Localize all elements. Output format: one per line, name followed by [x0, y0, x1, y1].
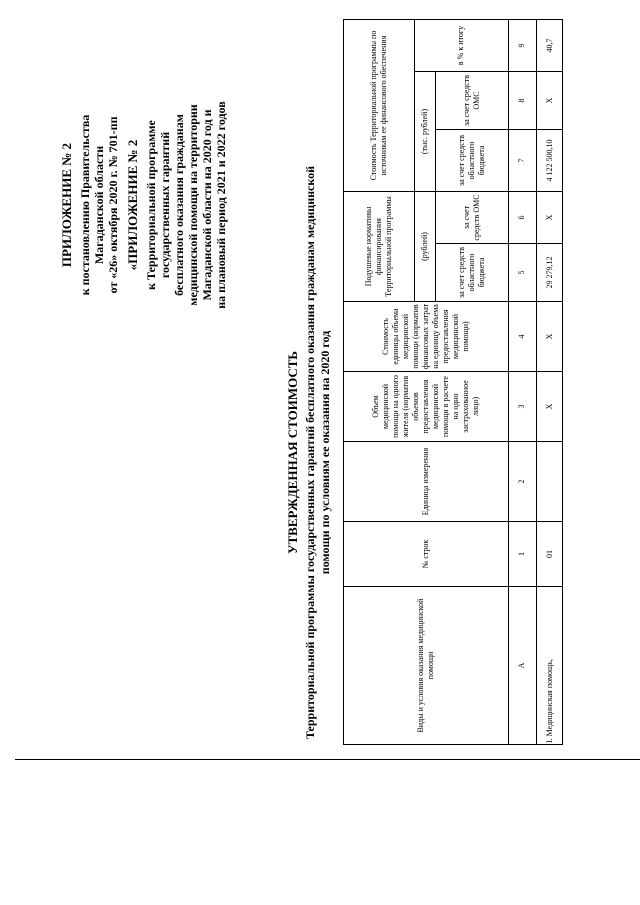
- header-line: Магаданской области: [92, 145, 106, 265]
- header-volume: Объем медицинской помощи на одного жителя (норматив объемов предоставления медицинской помощи в расчете на одно застрахованное лицо): [344, 372, 509, 442]
- header-line: к Территориальной программе: [144, 120, 158, 290]
- header-line: на плановый период 2021 и 2022 годов: [214, 101, 228, 309]
- header-total-budget: за счет средств областного бюджета: [435, 130, 508, 192]
- col-num: 8: [508, 72, 536, 130]
- cell-percent: 40,7: [537, 19, 563, 71]
- document-subtitle-line2: помощи по условиям ее оказания на 2020 год: [318, 330, 332, 575]
- cell-total-oms: X: [537, 72, 563, 130]
- header-row-number: № строк: [344, 522, 509, 587]
- document-title: УТВЕРЖДЕННАЯ СТОИМОСТЬ: [285, 350, 300, 555]
- header-rubles: (рублей): [414, 192, 435, 302]
- cell-unit: [537, 442, 563, 522]
- header-per-capita: Подушевые нормативы финансирования Территориальной программы: [344, 192, 415, 302]
- cell-volume: X: [537, 372, 563, 442]
- cost-table: [343, 19, 563, 745]
- cell-name: I. Медицинская помощь,: [537, 587, 563, 745]
- document-subtitle-line1: Территориальной программы государственных гарантий бесплатного оказания гражданам медицинской: [303, 165, 317, 740]
- col-num: 6: [508, 192, 536, 244]
- col-num: А: [508, 587, 536, 745]
- page-separator-line: [15, 758, 640, 760]
- col-num: 3: [508, 372, 536, 442]
- header-line: «ПРИЛОЖЕНИЕ № 2: [125, 139, 140, 271]
- table-row: [537, 19, 563, 744]
- header-percent: в % к итогу: [414, 19, 508, 71]
- header-pc-budget: за счет средств областного бюджета: [435, 244, 508, 302]
- header-line: государственных гарантий: [158, 131, 172, 279]
- appendix-number: ПРИЛОЖЕНИЕ № 2: [59, 142, 74, 268]
- cell-pc-oms: X: [537, 192, 563, 244]
- table-header-row: [344, 19, 415, 744]
- header-pc-oms: за счет средств ОМС: [435, 192, 508, 244]
- cell-pc-budget: 29 279,12: [537, 244, 563, 302]
- col-num: 1: [508, 522, 536, 587]
- header-line: Магаданской области на 2020 год и: [200, 109, 214, 301]
- cell-cost: X: [537, 302, 563, 372]
- column-number-row: [508, 19, 536, 744]
- header-unit: Единица измерения: [344, 442, 509, 522]
- header-line: бесплатного оказания гражданам: [172, 114, 186, 296]
- col-num: 5: [508, 244, 536, 302]
- cell-total-budget: 4 122 500,10: [537, 130, 563, 192]
- cell-number: 01: [537, 522, 563, 587]
- appendix-header: [60, 35, 228, 375]
- header-date-line: от «26» октября 2020 г. № 701-пп: [106, 116, 120, 294]
- header-unit-cost: Стоимость единицы объема медицинской помощи (норматив финансовых затрат на единицу объема предоставления медицинской помощи): [344, 302, 509, 372]
- header-line: медицинской помощи на территории: [186, 104, 200, 306]
- header-line: к постановлению Правительства: [78, 114, 92, 296]
- header-types: Виды и условия оказания медицинской помощи: [344, 587, 509, 745]
- header-thousand-rubles: (тыс. рублей): [414, 72, 435, 192]
- header-total-cost: Стоимость Территориальной программы по источникам ее финансового обеспечения: [344, 19, 415, 191]
- header-total-oms: за счет средств ОМС: [435, 72, 508, 130]
- col-num: 7: [508, 130, 536, 192]
- col-num: 2: [508, 442, 536, 522]
- col-num: 4: [508, 302, 536, 372]
- col-num: 9: [508, 19, 536, 71]
